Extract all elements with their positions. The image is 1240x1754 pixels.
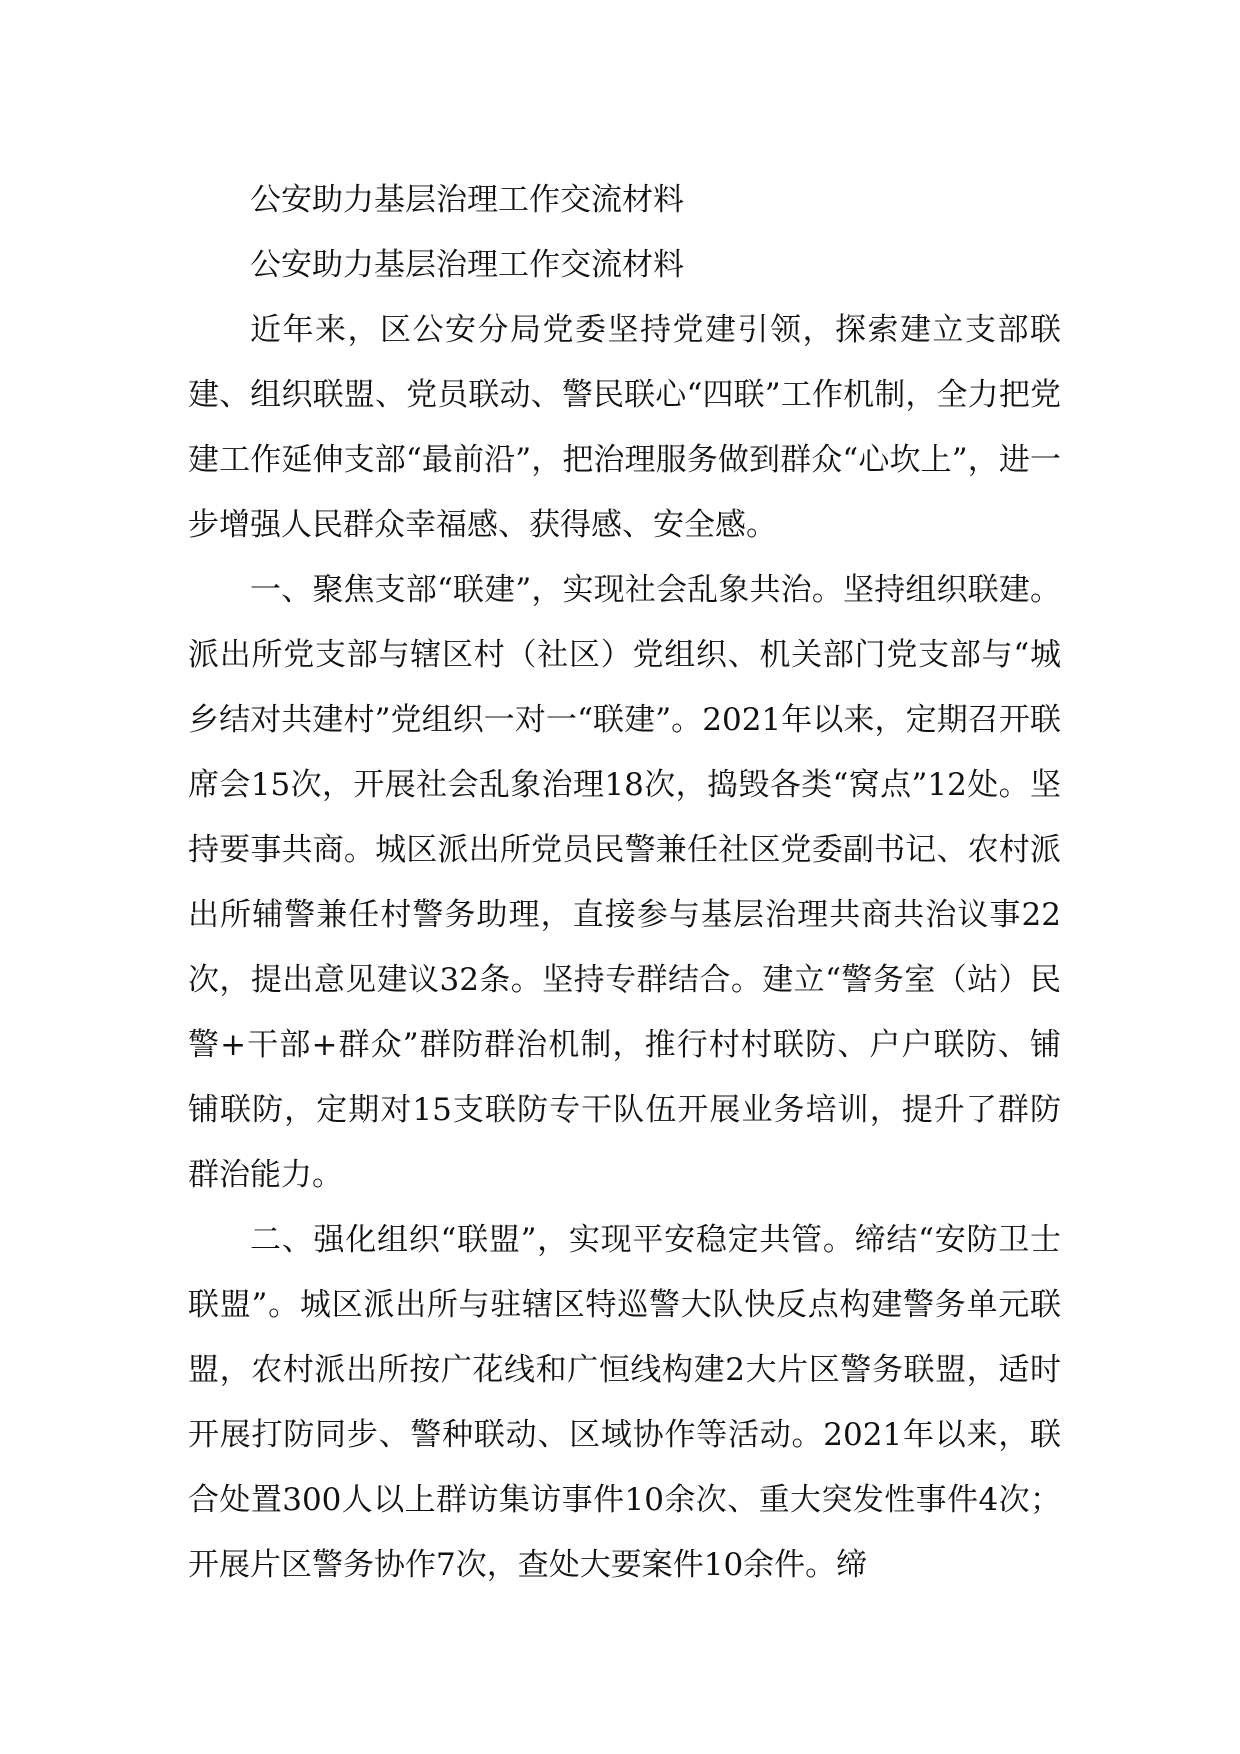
document-heading-1: 公安助力基层治理工作交流材料 [250, 182, 684, 218]
paragraph-intro: 近年来，区公安分局党委坚持党建引领，探索建立支部联建、组织联盟、党员联动、警民联心“四联”工作机制，全力把党建工作延伸支部“最前沿”，把治理服务做到群众“心坎上”，进一步增强人民群众幸福感、获得感、安全感。 [188, 312, 1061, 543]
paragraph-section-1: 一、聚焦支部“联建”，实现社会乱象共治。坚持组织联建。派出所党支部与辖区村（社区）党组织、机关部门党支部与“城乡结对共建村”党组织一对一“联建”。2021年以来，定期召开联席会15次，开展社会乱象治理18次，捣毁各类“窝点”12处。坚持要事共商。城区派出所党员民警兼任社区党委副书记、农村派出所辅警兼任村警务助理，直接参与基层治理共商共治议事22次，提出意见建议32条。坚持专群结合。建立“警务室（站）民警+干部+群众”群防群治机制，推行村村联防、户户联防、铺铺联防，定期对15支联防专干队伍开展业务培训，提升了群防群治能力。 [188, 572, 1061, 1193]
document-page [188, 168, 1061, 1598]
paragraph-section-2: 二、强化组织“联盟”，实现平安稳定共管。缔结“安防卫士联盟”。城区派出所与驻辖区特巡警大队快反点构建警务单元联盟，农村派出所按广花线和广恒线构建2大片区警务联盟，适时开展打防同步、警种联动、区域协作等活动。2021年以来，联合处置300人以上群访集访事件10余次、重大突发性事件4次；开展片区警务协作7次，查处大要案件10余件。缔 [188, 1222, 1061, 1583]
document-heading-2: 公安助力基层治理工作交流材料 [250, 247, 684, 283]
